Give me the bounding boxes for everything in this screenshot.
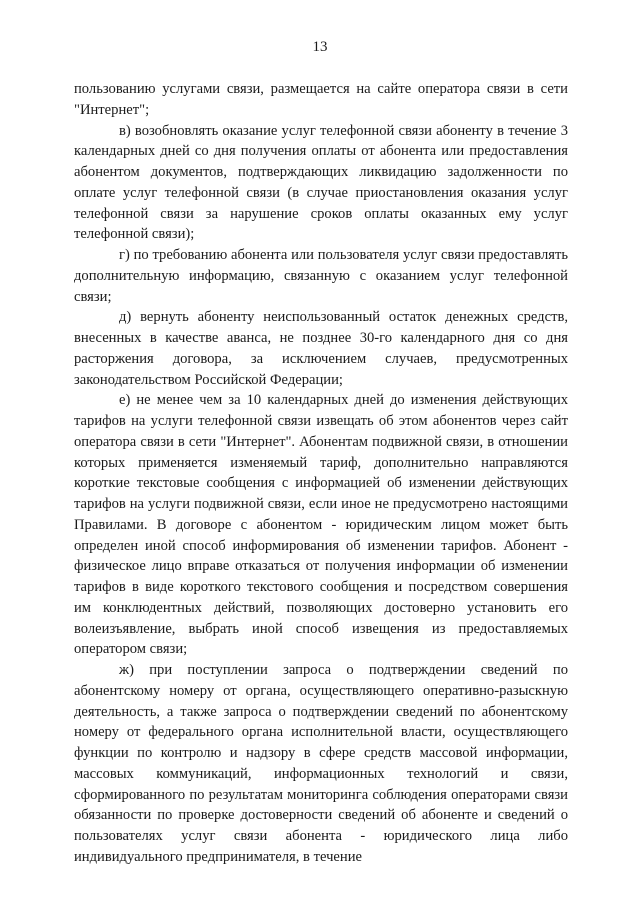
paragraph-item-d: д) вернуть абоненту неиспользованный остаток денежных средств, внесенных в качестве аванса, не позднее 30-го календарного дня со дня расторжения договора, за исключением случаев, предусмотренных законодательством Российской Федерации; [74,309,568,388]
paragraph-item-v: в) возобновлять оказание услуг телефонной связи абоненту в течение 3 календарных дней со дня получения оплаты от абонента или предоставления абонентом документов, подтверждающих ликвидацию задолженности по оплате услуг телефонной связи (в случае приостановления оказания услуг телефонной связи за нарушение сроков оплаты оказанных ему услуг телефонной связи); [74,122,568,243]
paragraph-item-zh: ж) при поступлении запроса о подтверждении сведений по абонентскому номеру от органа, осуществляющего оперативно-разыскную деятельность, а также запроса о подтверждении сведений по абонентскому номеру от федерального органа исполнительной власти, осуществляющего функции по контролю и надзору в сфере средств массовой информации, массовых коммуникаций, информационных технологий и связи, сформированного по результатам мониторинга соблюдения операторами связи обязанности по проверке достоверности сведений об абоненте и сведений о пользователях услуг связи абонента - юридического лица либо индивидуального предпринимателя, в течение [74,662,568,865]
document-body [74,79,568,868]
paragraph-item-e: е) не менее чем за 10 календарных дней до изменения действующих тарифов на услуги телефонной связи извещать об этом абонентов через сайт оператора связи в сети "Интернет". Абонентам подвижной связи, в отношении которых применяется изменяемый тариф, дополнительно направляются короткие текстовые сообщения с информацией об изменении действующих тарифов на услуги подвижной связи, если иное не предусмотрено настоящими Правилами. В договоре с абонентом - юридическим лицом может быть определен иной способ информирования об изменении тарифов. Абонент - физическое лицо вправе отказаться от получения информации об изменении тарифов в виде короткого текстового сообщения и посредством совершения им конклюдентных действий, позволяющих достоверно установить его волеизъявление, выбрать иной способ извещения из предоставляемых оператором связи; [74,392,568,658]
page-number: 13 [312,39,328,55]
paragraph-item-g: г) по требованию абонента или пользователя услуг связи предоставлять дополнительную информацию, связанную с оказанием услуг телефонной связи; [74,247,568,305]
paragraph-continuation: пользованию услугами связи, размещается на сайте оператора связи в сети "Интернет"; [74,81,568,118]
